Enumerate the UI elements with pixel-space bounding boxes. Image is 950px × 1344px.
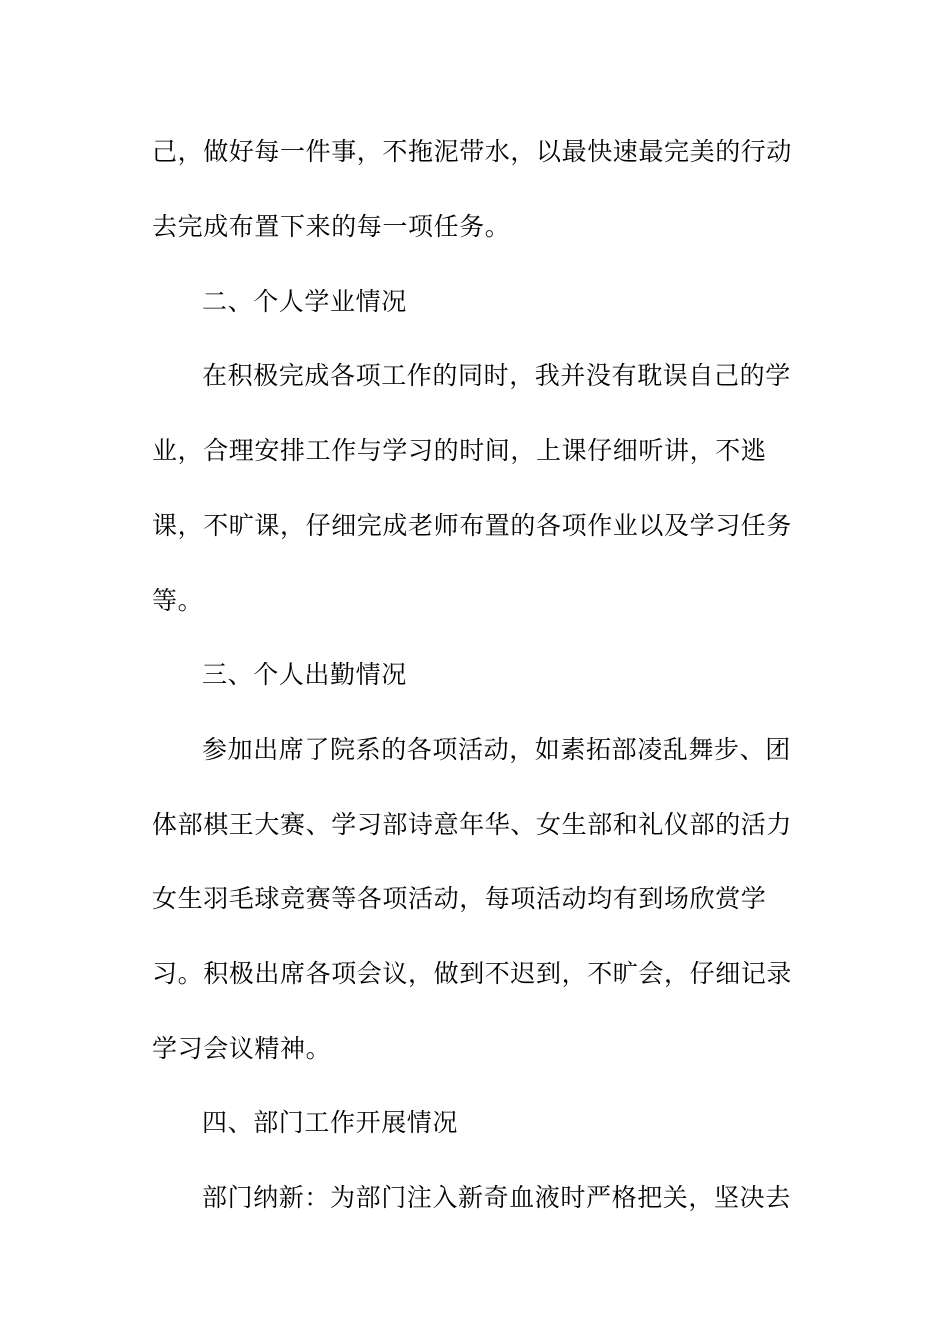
text-line: 学习会议精神。 bbox=[152, 1034, 332, 1063]
text-line: 己，做好每一件事，不拖泥带水，以最快速最完美的行动 bbox=[152, 137, 793, 166]
text-line: 部门纳新：为部门注入新奇血液时严格把关，坚决去 bbox=[202, 1183, 791, 1212]
section-heading: 四、部门工作开展情况 bbox=[202, 1108, 459, 1137]
text-line: 在积极完成各项工作的同时，我并没有耽误自己的学 bbox=[202, 361, 791, 390]
text-line: 习。积极出席各项会议，做到不迟到，不旷会，仔细记录 bbox=[152, 959, 793, 988]
text-line: 去完成布置下来的每一项任务。 bbox=[152, 212, 511, 241]
section-heading: 三、个人出勤情况 bbox=[202, 660, 407, 689]
section-heading: 二、个人学业情况 bbox=[202, 287, 407, 316]
text-line: 参加出席了院系的各项活动，如素拓部凌乱舞步、团 bbox=[202, 735, 791, 764]
text-line: 课，不旷课，仔细完成老师布置的各项作业以及学习任务 bbox=[152, 511, 793, 540]
text-line: 业，合理安排工作与学习的时间，上课仔细听讲，不逃 bbox=[152, 436, 767, 465]
text-line: 女生羽毛球竞赛等各项活动，每项活动均有到场欣赏学 bbox=[152, 884, 767, 913]
text-line: 体部棋王大赛、学习部诗意年华、女生部和礼仪部的活力 bbox=[152, 810, 793, 839]
text-line: 等。 bbox=[152, 586, 204, 615]
